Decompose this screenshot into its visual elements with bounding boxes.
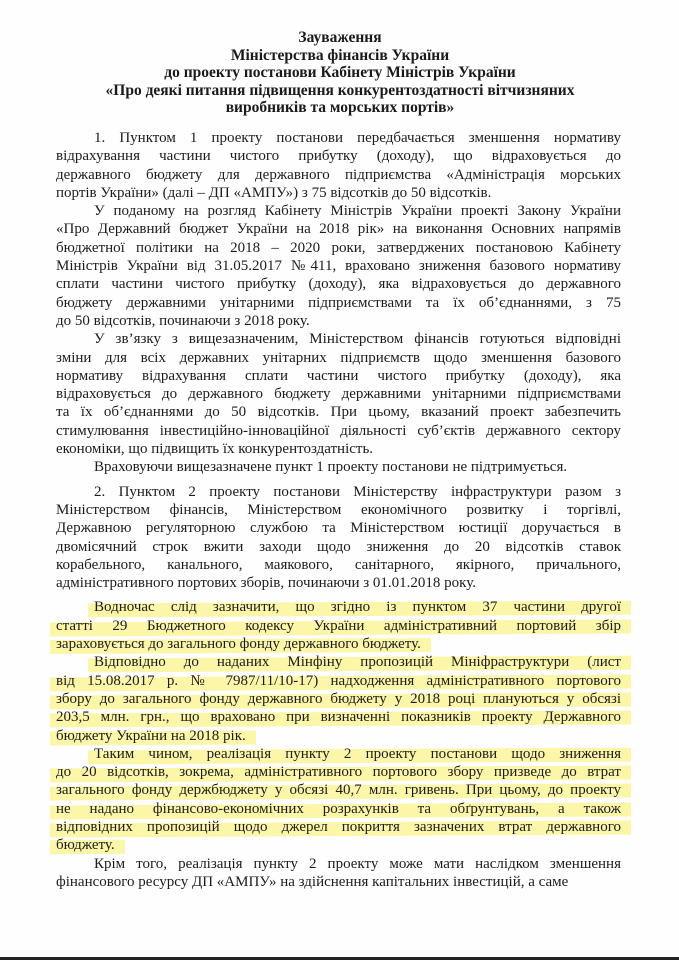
paragraph-line: зміни для всіх державних унітарних підприємств щодо зменшення базового [56,349,621,366]
paragraph-line: Крім того, реалізація пункту 2 проекту може мати наслідком зменшення [94,855,621,872]
paragraph-line: Таким чином, реалізація пункту 2 проекту постанови щодо зниження [94,745,621,762]
paragraph-line: державного бюджету для державного підприємства «Адміністрація морських [56,166,621,183]
text-line [56,727,621,745]
paragraph-line: зараховується до загального фонду державного бюджету. [56,636,421,653]
text-line [56,763,621,781]
text-line [56,257,621,275]
text-line [56,220,621,238]
paragraph-line: Міністерством фінансів, Міністерством економічного розвитку і торгівлі, [56,501,621,518]
paragraph-line: портів України» (далі – ДП «АМПУ») з 75 відсотків до 50 відсотків. [56,184,492,201]
paragraph-line: корабельного, канального, маякового, санітарного, якірного, причального, [56,556,621,573]
paragraph-line: Державною регуляторною службою та Міністерством юстиції доручається в [56,520,621,537]
title-line: виробників та морських портів» [225,99,455,116]
title-line: «Про деякі питання підвищення конкурентоздатності вітчизняних [105,81,575,99]
text-line [56,330,621,348]
text-line [56,349,621,367]
paragraph-line: економіки, що підвищить їх конкурентоздатність. [56,441,374,458]
text-line [56,312,621,330]
text-line [56,690,621,708]
paragraph-line: 203,5 млн. грн., що враховано при визначенні показників проекту Державного [56,709,621,726]
paragraph-line: та їх об’єднаннями до 50 відсотків. При цьому, вказаний проект забезпечить [56,404,621,421]
text-line [56,836,621,854]
text-line [56,184,621,202]
text-line [56,501,621,519]
text-line [56,574,621,592]
text-line [56,556,621,574]
paragraph-line: У зв’язку з вищезазначеним, Міністерством фінансів готуються відповідні [94,331,621,348]
paragraph-line: бюджету України на 2018 рік. [56,727,246,744]
text-line [56,367,621,385]
text-line [56,440,621,458]
paragraph [56,458,621,476]
highlighted-paragraph [56,653,621,744]
text-line [56,519,621,537]
text-line [56,275,621,293]
paragraph-line: У поданому на розгляд Кабінету Міністрів України проекті Закону України [94,203,621,220]
paragraph-line: двомісячний строк вжити заходи щодо зниження до 20 відсотків ставок [56,538,621,555]
text-line [56,166,621,184]
paragraph-line: бюджетної політики на 2018 – 2020 роки, затверджених постановою Кабінету [56,239,621,256]
text-line [56,617,621,635]
paragraph-line: відповідних пропозицій щодо джерел покриття зазначених втрат державного [56,818,621,835]
text-line [56,483,621,501]
paragraph-line: відрахування частини чистого прибутку (доходу), що відраховується до [56,148,621,165]
paragraph-line: 2. Пунктом 2 проекту постанови Міністерству інфраструктури разом з [94,483,621,500]
paragraph-line: сплати частини чистого прибутку (доходу), яка відраховується до державного [56,276,621,293]
text-line [56,635,621,653]
paragraph-line: до 20 відсотків, зокрема, адміністративного портового збору призведе до втрат [56,764,621,781]
text-line [56,147,621,165]
paragraph [56,855,621,892]
text-line [56,598,621,616]
title-line: до проекту постанови Кабінету Міністрів України [164,64,516,81]
paragraph-line: від 15.08.2017 р. № 7987/11/10-17) надходження адміністративного портового [56,672,621,689]
text-line [56,385,621,403]
paragraph-line: бюджету. [56,837,115,854]
paragraph-line: бюджету державними унітарними підприємствами та їх об’єднаннями, з 75 [56,294,621,311]
paragraph-line: загального фонду держбюджету у обсязі 40,7 млн. гривень. При цьому, до проекту [56,782,621,799]
text-line [56,800,621,818]
text-line [56,873,621,891]
paragraph-line: стимулювання інвестиційно-інноваційної діяльності суб’єктів державного сектору [56,422,621,439]
text-line [56,708,621,726]
text-line [56,818,621,836]
highlighted-paragraph [56,745,621,855]
paragraph-line: статті 29 Бюджетного кодексу України адміністративний портовий збір [56,617,621,634]
document-header [60,29,620,117]
text-line [56,538,621,556]
text-line [56,239,621,257]
paragraph-line: збору до загального фонду державного бюджету у 2018 році плануються у обсязі [56,690,621,707]
text-line [56,403,621,421]
paragraph-line: 1. Пунктом 1 проекту постанови передбачається зменшення нормативу [94,130,621,146]
text-line [56,422,621,440]
highlighted-paragraph [56,598,621,653]
paragraph-line: Відповідно до наданих Мінфіну пропозицій Мініфраструктури (лист [94,654,621,671]
paragraph-line: не надано фінансово-економічних розрахунків та обґрунтувань, а також [56,800,621,817]
text-line [56,202,621,220]
text-line [56,653,621,671]
text-line [56,781,621,799]
text-line [56,745,621,763]
paragraph-line: фінансового ресурсу ДП «АМПУ» на здійснення капітальних інвестицій, а саме [56,873,569,890]
paragraph-line: «Про Державний бюджет України на 2018 рік» на виконання Основних напрямів [56,221,621,238]
paragraph [56,483,621,593]
text-line [56,458,621,476]
paragraph-line: Міністрів України від 31.05.2017 №411, враховано зниження базового нормативу [56,258,621,275]
paragraph-line: до 50 відсотків, починаючи з 2018 року. [56,312,310,329]
text-line [56,129,621,147]
text-line [56,294,621,312]
title-line: Зауваження [298,29,382,46]
paragraph-line: адміністративного портових зборів, починаючи з 01.01.2018 року. [56,575,476,592]
paragraph-line: нормативу відрахування сплати частини чистого прибутку (доходу), яка [56,367,621,384]
text-line [56,855,621,873]
paragraph-line: Водночас слід зазначити, що згідно із пунктом 37 частини другої [94,599,621,616]
paragraph [56,202,621,330]
title-line: Міністерства фінансів України [230,46,450,64]
paragraph-line: відраховується до державного бюджету державними унітарними підприємствами [56,386,621,403]
text-line [56,672,621,690]
document-body [56,129,621,891]
paragraph [56,330,621,458]
paragraph-line: Враховуючи вищезазначене пункт 1 проекту постанови не підтримується. [94,459,568,476]
paragraph [56,129,621,202]
